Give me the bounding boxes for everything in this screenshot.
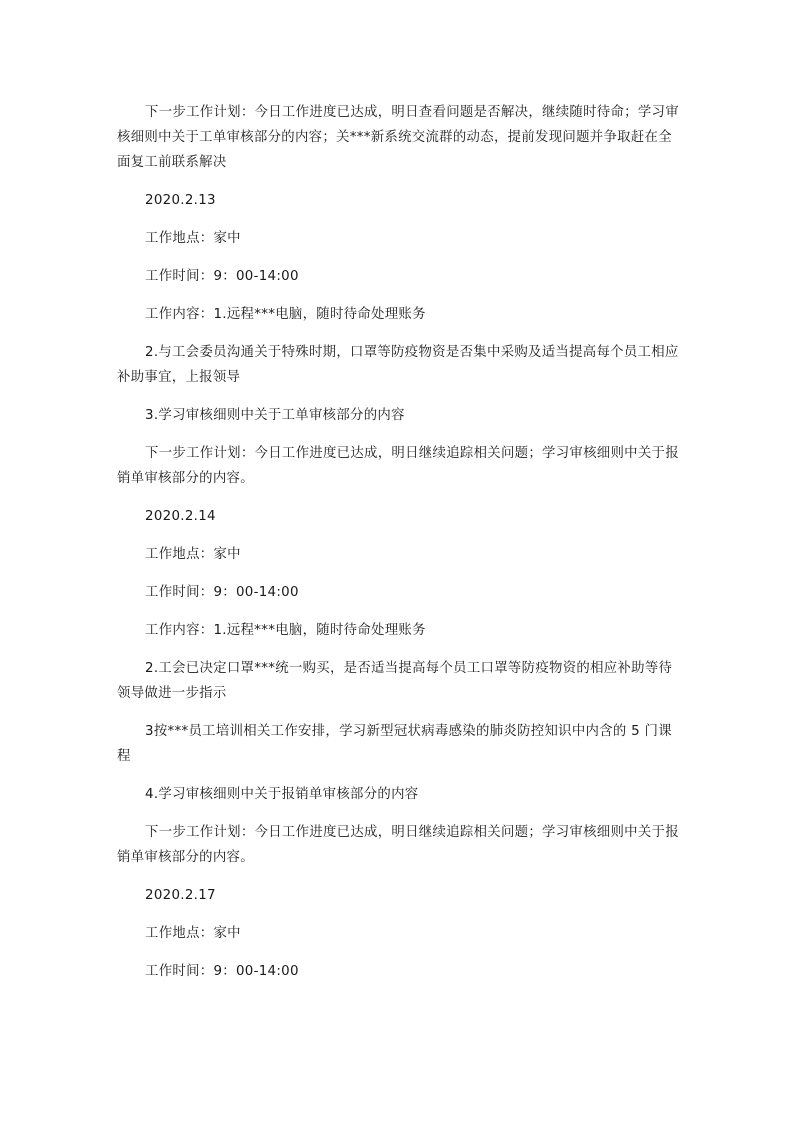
work-content-item: 2.工会已决定口罩***统一购买，是否适当提高每个员工口罩等防疫物资的相应补助等待领导做进一步指示 [117,661,673,701]
work-hours: 工作时间：9：00-14:00 [145,269,299,284]
plan-paragraph: 下一步工作计划：今日工作进度已达成，明日查看问题是否解决，继续随时待命；学习审核细则中关于工单审核部分的内容；关***新系统交流群的动态，提前发现问题并争取赶在全面复工前联系解决 [117,105,679,170]
work-content-item: 3.学习审核细则中关于工单审核部分的内容 [145,408,405,423]
date-heading: 2020.2.13 [145,193,216,208]
work-hours: 工作时间：9：00-14:00 [145,585,299,600]
work-content-item: 2.与工会委员沟通关于特殊时期，口罩等防疫物资是否集中采购及适当提高每个员工相应补助事宜，上报领导 [117,345,679,385]
date-heading: 2020.2.17 [145,888,216,903]
plan-paragraph: 下一步工作计划：今日工作进度已达成，明日继续追踪相关问题；学习审核细则中关于报销单审核部分的内容。 [117,825,679,865]
work-location: 工作地点：家中 [145,547,241,562]
work-location: 工作地点：家中 [145,231,241,246]
plan-paragraph: 下一步工作计划：今日工作进度已达成，明日继续追踪相关问题；学习审核细则中关于报销单审核部分的内容。 [117,446,679,486]
work-hours: 工作时间：9：00-14:00 [145,964,299,979]
work-content-item: 3按***员工培训相关工作安排，学习新型冠状病毒感染的肺炎防控知识中内含的 5 门课程 [117,724,672,764]
work-content: 工作内容：1.远程***电脑，随时待命处理账务 [145,623,426,638]
work-content-item: 4.学习审核细则中关于报销单审核部分的内容 [145,787,419,802]
date-heading: 2020.2.14 [145,509,216,524]
work-location: 工作地点：家中 [145,926,241,941]
document-body [117,100,685,997]
work-content: 工作内容：1.远程***电脑，随时待命处理账务 [145,307,426,322]
